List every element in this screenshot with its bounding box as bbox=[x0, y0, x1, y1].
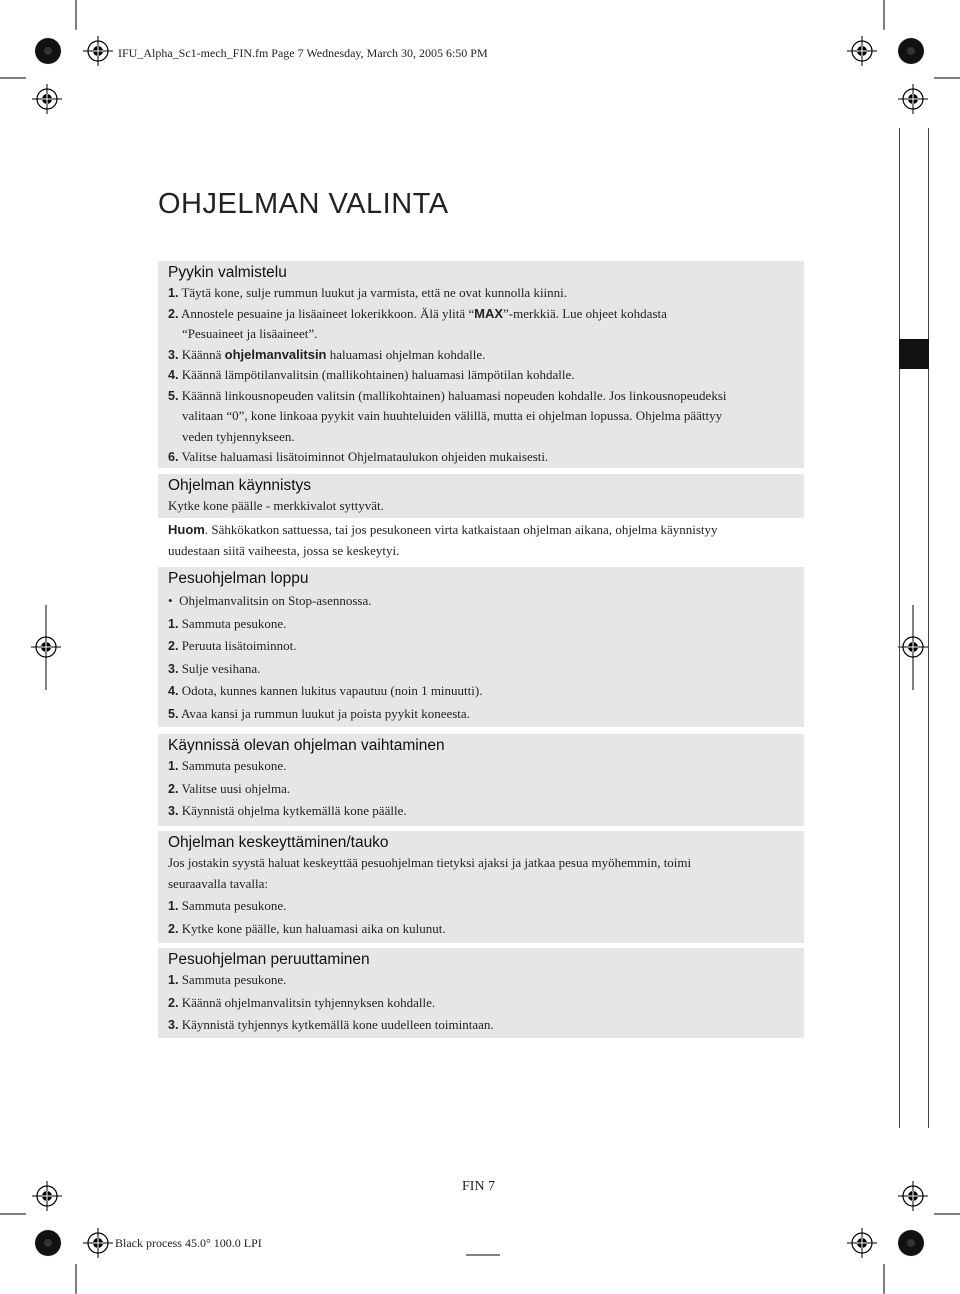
step-continuation: valitaan “0”, kone linkoaa pyykit vain huuhteluiden välillä, mutta ei ohjelman lopussa. Ohjelma päättyy bbox=[182, 408, 723, 423]
step-row: 3. Käynnistä ohjelma kytkemällä kone päälle. bbox=[168, 803, 407, 818]
registration-mark bbox=[32, 84, 62, 114]
side-tab-marker bbox=[899, 339, 929, 369]
registration-mark bbox=[847, 1228, 877, 1258]
note-label: Huom bbox=[168, 522, 205, 537]
section-title: Pesuohjelman peruuttaminen bbox=[168, 951, 370, 968]
registration-mark bbox=[898, 1181, 928, 1211]
step-row: 4. Odota, kunnes kannen lukitus vapautuu (noin 1 minuutti). bbox=[168, 683, 483, 698]
section-title: Pyykin valmistelu bbox=[168, 264, 287, 281]
section-title: Pesuohjelman loppu bbox=[168, 570, 309, 587]
section-pause bbox=[158, 831, 804, 943]
file-info-header: IFU_Alpha_Sc1-mech_FIN.fm Page 7 Wednesday, March 30, 2005 6:50 PM bbox=[118, 46, 488, 60]
step-row: 1. Täytä kone, sulje rummun luukut ja varmista, että ne ovat kunnolla kiinni. bbox=[168, 285, 568, 300]
step-row: 3. Sulje vesihana. bbox=[168, 660, 261, 676]
step-row: 6. Valitse haluamasi lisätoiminnot Ohjelmataulukon ohjeiden mukaisesti. bbox=[168, 449, 549, 464]
registration-mark bbox=[83, 1228, 113, 1258]
registration-mark bbox=[898, 84, 928, 114]
step-row: 1. Sammuta pesukone. bbox=[168, 972, 287, 987]
registration-mark bbox=[31, 632, 61, 662]
step-row: 3. Käännä ohjelmanvalitsin haluamasi ohjelman kohdalle. bbox=[168, 346, 486, 362]
section-start bbox=[158, 474, 804, 518]
step-row: 2. Käännä ohjelmanvalitsin tyhjennyksen kohdalle. bbox=[168, 994, 436, 1010]
note-block bbox=[168, 520, 808, 561]
bullet-row: • Ohjelmanvalitsin on Stop-asennossa. bbox=[168, 593, 372, 608]
starburst-mark bbox=[35, 1230, 61, 1256]
step-row: 5. Käännä linkousnopeuden valitsin (mallikohtainen) haluamasi nopeuden kohdalle. Jos linkousnopeudeksi bbox=[168, 387, 727, 403]
bullet-icon: • bbox=[168, 593, 173, 608]
section-prep bbox=[158, 261, 804, 468]
step-continuation: veden tyhjennykseen. bbox=[182, 428, 295, 444]
page-number: FIN 7 bbox=[462, 1179, 496, 1194]
paragraph-line: Jos jostakin syystä haluat keskeyttää pesuohjelman tietyksi ajaksi ja jatkaa pesua myöhemmin, toimi bbox=[168, 855, 692, 870]
step-row: 5. Avaa kansi ja rummun luukut ja poista pyykit koneesta. bbox=[168, 705, 470, 721]
section-cancel bbox=[158, 948, 804, 1038]
registration-mark bbox=[32, 1181, 62, 1211]
step-row: 2. Annostele pesuaine ja lisäaineet lokerikkoon. Älä ylitä “MAX”-merkkiä. Lue ohjeet kohdasta bbox=[168, 305, 667, 321]
section-title: Käynnissä olevan ohjelman vaihtaminen bbox=[168, 737, 445, 754]
side-tab-bar bbox=[899, 128, 929, 1128]
step-row: 3. Käynnistä tyhjennys kytkemällä kone uudelleen toimintaan. bbox=[168, 1017, 494, 1032]
step-row: 2. Valitse uusi ohjelma. bbox=[168, 780, 291, 796]
note-line: Huom. Sähkökatkon sattuessa, tai jos pesukoneen virta katkaistaan ohjelman aikana, ohjelma käynnistyy bbox=[168, 522, 718, 537]
registration-mark bbox=[83, 36, 113, 66]
paragraph: Kytke kone päälle - merkkivalot syttyvät. bbox=[168, 498, 384, 513]
step-row: 2. Kytke kone päälle, kun haluamasi aika on kulunut. bbox=[168, 920, 446, 936]
step-row: 4. Käännä lämpötilanvalitsin (mallikohtainen) haluamasi lämpötilan kohdalle. bbox=[168, 367, 575, 382]
section-change bbox=[158, 734, 804, 826]
registration-mark bbox=[847, 36, 877, 66]
step-row: 1. Sammuta pesukone. bbox=[168, 898, 287, 913]
paragraph-line: seuraavalla tavalla: bbox=[168, 875, 268, 891]
print-info-footer: Black process 45.0° 100.0 LPI bbox=[115, 1236, 262, 1250]
step-continuation: “Pesuaineet ja lisäaineet”. bbox=[182, 326, 318, 341]
step-row: 1. Sammuta pesukone. bbox=[168, 758, 287, 773]
step-row: 1. Sammuta pesukone. bbox=[168, 615, 287, 631]
starburst-mark bbox=[35, 38, 61, 64]
page-title: OHJELMAN VALINTA bbox=[158, 188, 449, 220]
starburst-mark bbox=[898, 38, 924, 64]
section-title: Ohjelman käynnistys bbox=[168, 477, 312, 494]
section-end bbox=[158, 567, 804, 727]
step-row: 2. Peruuta lisätoiminnot. bbox=[168, 638, 297, 653]
section-title: Ohjelman keskeyttäminen/tauko bbox=[168, 834, 389, 851]
starburst-mark bbox=[898, 1230, 924, 1256]
note-line: uudestaan siitä vaiheesta, jossa se keskeytyi. bbox=[168, 542, 400, 558]
